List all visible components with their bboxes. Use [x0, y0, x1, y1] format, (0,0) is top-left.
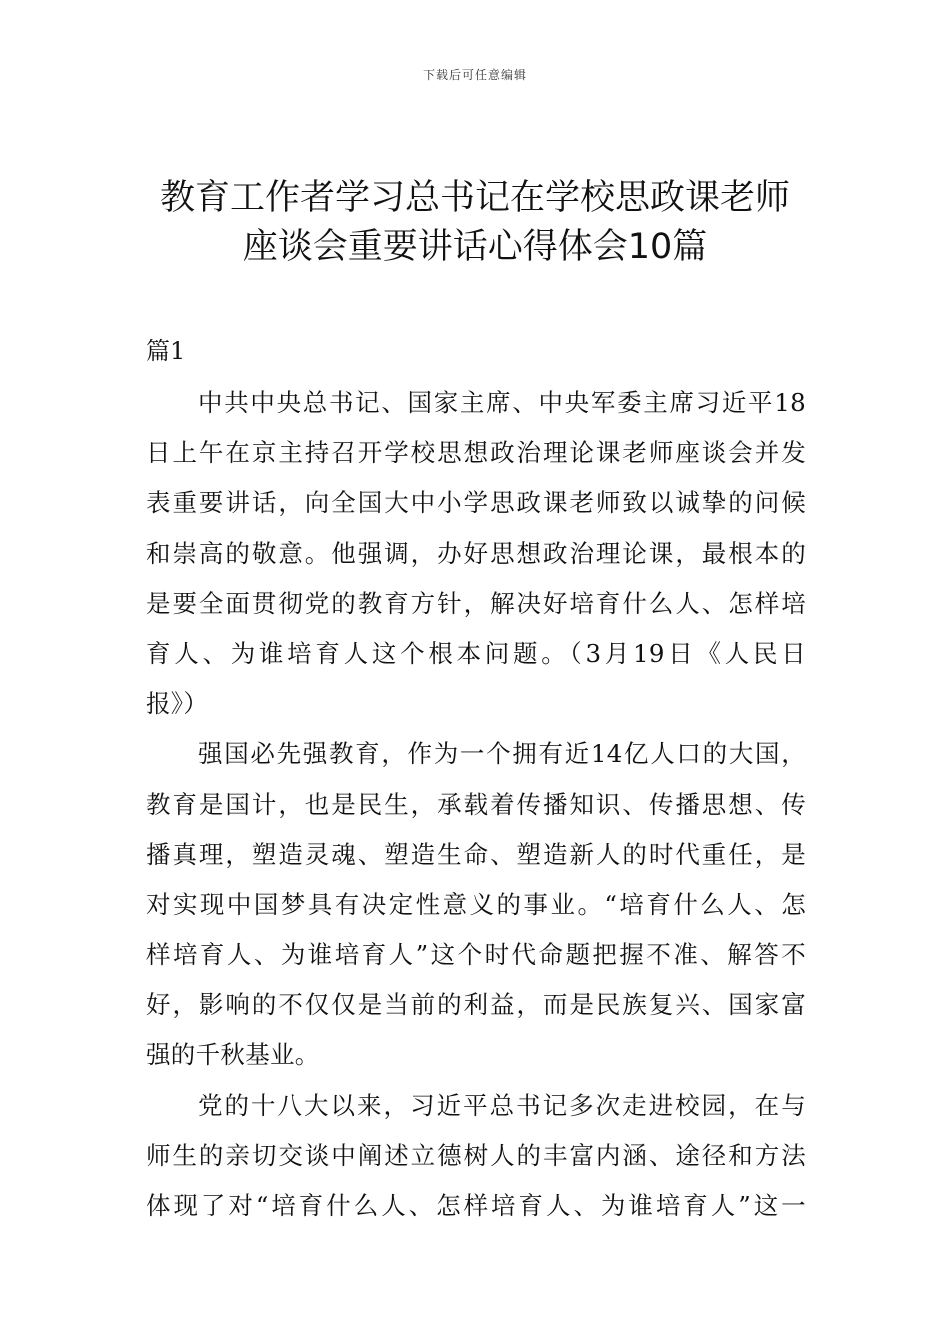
paragraph: [146, 378, 806, 729]
text-line: 党的十八大以来，习近平总书记多次走进校园，在与: [198, 1090, 806, 1120]
document-title: [100, 174, 850, 272]
text-line: 和崇高的敬意。他强调，办好思想政治理论课，最根本的: [146, 538, 806, 568]
text-line: 育人、为谁培育人这个根本问题。（3月19日《人民日: [146, 638, 806, 668]
text-line: 师生的亲切交谈中阐述立德树人的丰富内涵、途径和方法: [146, 1140, 806, 1170]
header-note: 下载后可任意编辑: [422, 68, 527, 82]
section-label: 篇1: [146, 337, 186, 365]
text-line: 报》）: [146, 689, 209, 719]
text-line: 强的千秋基业。: [146, 1040, 320, 1070]
text-line: 对实现中国梦具有决定性意义的事业。“培育什么人、怎: [146, 889, 806, 919]
text-line: 表重要讲话，向全国大中小学思政课老师致以诚挚的问候: [146, 488, 806, 518]
text-line: 日上午在京主持召开学校思想政治理论课老师座谈会并发: [146, 438, 806, 468]
text-line: 中共中央总书记、国家主席、中央军委主席习近平18: [198, 388, 806, 417]
text-line: 体现了对“培育什么人、怎样培育人、为谁培育人”这一: [146, 1191, 806, 1220]
title-line-1: 教育工作者学习总书记在学校思政课老师: [159, 178, 790, 218]
text-line: 强国必先强教育，作为一个拥有近14亿人口的大国，: [198, 739, 806, 769]
text-line: 好，影响的不仅仅是当前的利益，而是民族复兴、国家富: [146, 990, 806, 1020]
text-line: 教育是国计，也是民生，承载着传播知识、传播思想、传: [146, 789, 806, 819]
text-line: 播真理，塑造灵魂、塑造生命、塑造新人的时代重任，是: [146, 839, 806, 869]
paragraph: [146, 729, 806, 1080]
text-line: 是要全面贯彻党的教育方针，解决好培育什么人、怎样培: [146, 588, 806, 618]
body-text: [146, 378, 806, 1231]
paragraph: [146, 1081, 806, 1232]
title-line-2: 座谈会重要讲话心得体会10篇: [242, 227, 708, 267]
text-line: 样培育人、为谁培育人”这个时代命题把握不准、解答不: [146, 940, 806, 970]
